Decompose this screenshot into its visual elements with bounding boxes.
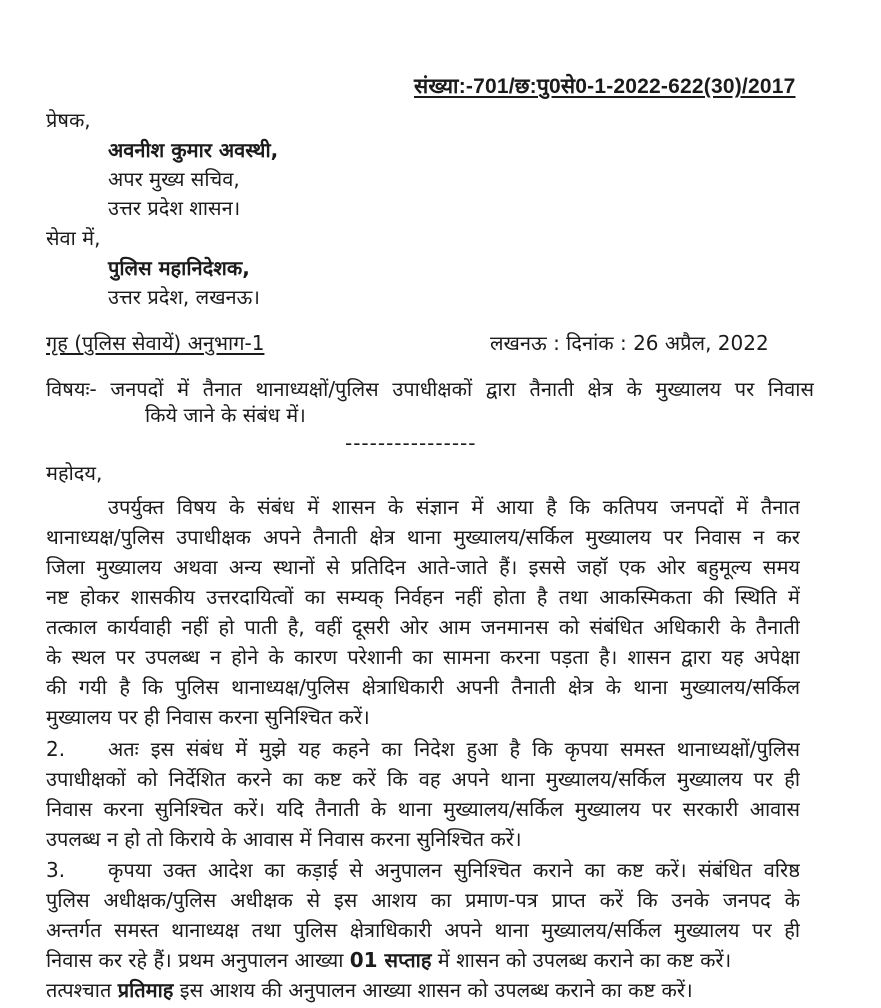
- department-section: गृह (पुलिस सेवायें) अनुभाग-1: [46, 331, 265, 355]
- paragraph-2-line: उपलब्ध न हो तो किराये के आवास में निवास करना सुनिश्चित करें।: [46, 827, 522, 851]
- sender-name: अवनीश कुमार अवस्थी,: [108, 138, 279, 162]
- paragraph-1-line: तत्काल कार्यवाही नहीं हो पाती है, वहीं दूसरी ओर आम जनमानस को संबंधित अधिकारी के तैनाती: [46, 615, 800, 639]
- bold-duration: 01 सप्ताह: [349, 948, 432, 972]
- paragraph-3-line: अन्तर्गत समस्त थानाध्यक्ष तथा पुलिस क्षेत्राधिकारी अपने थाना मुख्यालय/सर्किल मुख्यालय पर ही: [46, 918, 800, 942]
- subject-line-2: किये जाने के संबंध में।: [145, 403, 306, 427]
- text-segment: निवास कर रहे हैं। प्रथम अनुपालन आख्या: [46, 948, 350, 972]
- paragraph-1-line: जिला मुख्यालय अथवा अन्य स्थानों से प्रतिदिन आते-जाते हैं। इससे जहॉ एक ओर बहुमूल्य समय: [46, 555, 800, 579]
- place-date: लखनऊ : दिनांक : 26 अप्रैल, 2022: [490, 331, 769, 355]
- paragraph-2-line: अतः इस संबंध में मुझे यह कहने का निदेश हुआ है कि कृपया समस्त थानाध्यक्षों/पुलिस: [108, 737, 800, 761]
- sender-designation: अपर मुख्य सचिव,: [108, 167, 240, 191]
- paragraph-3-line: [46, 947, 731, 973]
- salutation: महोदय,: [46, 461, 103, 485]
- subject-line-1: विषयः- जनपदों में तैनात थानाध्यक्षों/पुलिस उपाधीक्षकों द्वारा तैनाती क्षेत्र के मुख्यालय पर निवास: [46, 377, 814, 401]
- paragraph-1-line: थानाध्यक्ष/पुलिस उपाधीक्षक अपने तैनाती क्षेत्र थाना मुख्यालय/सर्किल मुख्यालय पर निवास न कर: [46, 525, 800, 549]
- paragraph-3-line: पुलिस अधीक्षक/पुलिस अधीक्षक से इस आशय का प्रमाण-पत्र प्राप्त करें कि उनके जनपद के: [46, 888, 800, 912]
- reference-number: संख्या:-701/छ:पु0से0-1-2022-622(30)/2017: [414, 75, 796, 98]
- text-segment: इस आशय की अनुपालन आख्या शासन को उपलब्ध कराने का कष्ट करें।: [173, 978, 693, 1002]
- recipient-address: उत्तर प्रदेश, लखनऊ।: [108, 285, 260, 309]
- sender-label: प्रेषक,: [46, 108, 91, 132]
- paragraph-1-line: की गयी है कि पुलिस थानाध्यक्ष/पुलिस क्षेत्राधिकारी अपनी तैनाती क्षेत्र के थाना मुख्यालय/सर्किल: [46, 675, 800, 699]
- paragraph-1-line: उपर्युक्त विषय के संबंध में शासन के संज्ञान में आया है कि कतिपय जनपदों में तैनात: [108, 495, 800, 519]
- paragraph-1-line: नष्ट होकर शासकीय उत्तरदायित्वों का सम्यक् निर्वहन नहीं होता है तथा आकस्मिकता की स्थिति में: [46, 585, 800, 609]
- separator: ----------------: [345, 431, 477, 455]
- recipient-label: सेवा में,: [46, 226, 101, 250]
- paragraph-3-line: कृपया उक्त आदेश का कड़ाई से अनुपालन सुनिश्चित कराने का कष्ट करें। संबंधित वरिष्ठ: [108, 858, 800, 882]
- sender-office: उत्तर प्रदेश शासन।: [108, 196, 241, 220]
- paragraph-1-line: के स्थल पर उपलब्ध न होने के कारण परेशानी का सामना करना पड़ता है। शासन द्वारा यह अपेक्षा: [46, 645, 800, 669]
- paragraph-2-line: निवास करना सुनिश्चित करें। यदि तैनाती के थाना मुख्यालय/सर्किल मुख्यालय पर सरकारी आवास: [46, 797, 800, 821]
- paragraph-2-line: उपाधीक्षकों को निर्देशित करने का कष्ट करें कि वह अपने थाना मुख्यालय/सर्किल मुख्यालय पर ही: [46, 767, 800, 791]
- paragraph-3-number: 3.: [46, 858, 66, 882]
- bold-frequency: प्रतिमाह: [117, 978, 174, 1002]
- paragraph-3-line: [46, 977, 693, 1003]
- paragraph-2-number: 2.: [46, 737, 66, 761]
- recipient-name: पुलिस महानिदेशक,: [108, 256, 250, 280]
- text-segment: तत्पश्चात: [46, 978, 118, 1002]
- paragraph-1-line: मुख्यालय पर ही निवास करना सुनिश्चित करें।: [46, 705, 370, 729]
- text-segment: में शासन को उपलब्ध कराने का कष्ट करें।: [431, 948, 732, 972]
